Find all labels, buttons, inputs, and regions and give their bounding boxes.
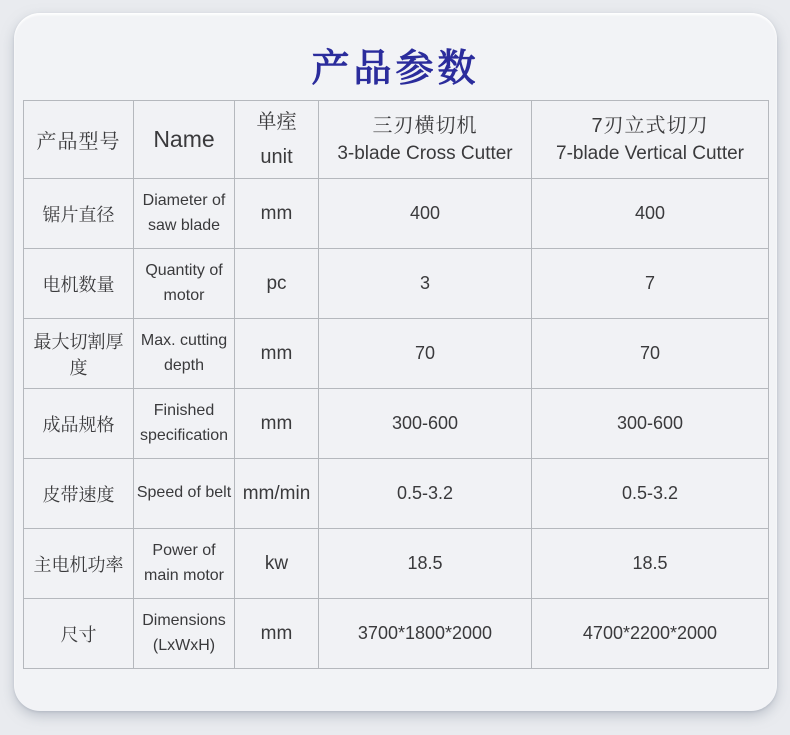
table-header-row [24,101,769,179]
parameters-table [23,100,769,669]
table-row [24,249,769,319]
value-vertical-cutter: 4700*2200*2000 [532,599,769,669]
param-name-cn: 主电机功率 [24,529,134,599]
value-vertical-cutter: 70 [532,319,769,389]
param-unit: pc [235,249,319,319]
header-name: Name [134,101,235,179]
param-name-en: Power of main motor [134,529,235,599]
product-card [14,13,777,711]
value-vertical-cutter: 0.5-3.2 [532,459,769,529]
param-name-en: Quantity of motor [134,249,235,319]
param-name-cn: 锯片直径 [24,179,134,249]
table-row [24,529,769,599]
value-vertical-cutter: 300-600 [532,389,769,459]
value-cross-cutter: 3700*1800*2000 [319,599,532,669]
param-name-en: Max. cutting depth [134,319,235,389]
param-unit: mm [235,599,319,669]
param-unit: kw [235,529,319,599]
value-cross-cutter: 400 [319,179,532,249]
header-unit-cn: 单痓 [256,110,297,133]
value-cross-cutter: 300-600 [319,389,532,459]
param-name-en: Finished specification [134,389,235,459]
page-title: 产品参数 [311,48,480,90]
table-row [24,179,769,249]
header-vertical-cutter-en: 7-blade Vertical Cutter [556,143,744,165]
param-name-en: Dimensions (LxWxH) [134,599,235,669]
header-unit-en: unit [260,145,293,168]
param-name-cn: 尺寸 [24,599,134,669]
header-vertical-cutter-cn: 7刃立式切刀 [591,115,709,138]
value-vertical-cutter: 18.5 [532,529,769,599]
param-unit: mm [235,179,319,249]
table-row [24,319,769,389]
table-row [24,599,769,669]
param-name-cn: 成品规格 [24,389,134,459]
value-vertical-cutter: 7 [532,249,769,319]
header-unit [235,101,319,179]
header-vertical-cutter [532,101,769,179]
header-product-model: 产品型号 [24,101,134,179]
param-name-cn: 皮带速度 [24,459,134,529]
value-vertical-cutter: 400 [532,179,769,249]
param-unit: mm/min [235,459,319,529]
table-row [24,459,769,529]
header-cross-cutter-cn: 三刃横切机 [372,115,478,138]
table-row [24,389,769,459]
param-name-cn: 电机数量 [24,249,134,319]
header-cross-cutter-en: 3-blade Cross Cutter [337,143,513,165]
param-unit: mm [235,319,319,389]
value-cross-cutter: 70 [319,319,532,389]
param-unit: mm [235,389,319,459]
value-cross-cutter: 18.5 [319,529,532,599]
value-cross-cutter: 0.5-3.2 [319,459,532,529]
header-cross-cutter [319,101,532,179]
param-name-cn: 最大切割厚度 [24,319,134,389]
value-cross-cutter: 3 [319,249,532,319]
param-name-en: Speed of belt [134,459,235,529]
param-name-en: Diameter of saw blade [134,179,235,249]
